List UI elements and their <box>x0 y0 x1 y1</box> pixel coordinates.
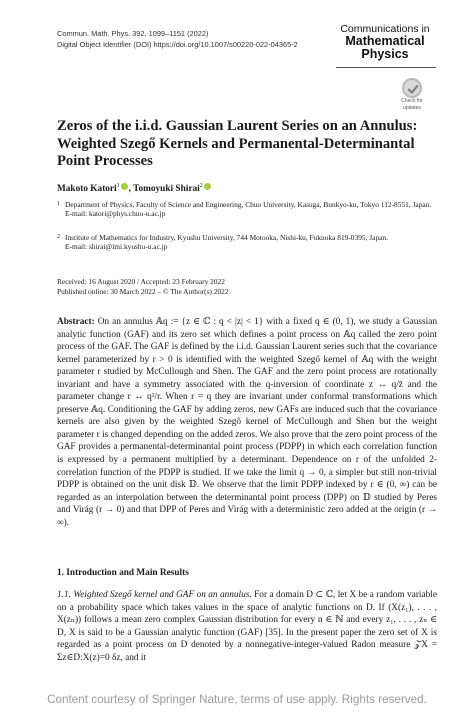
affiliation-text: Department of Physics, Faculty of Science and Engineering, Chuo University, Kasuga, Bunkyo-ku, Tokyo 112-8551, Japan. <box>65 200 432 209</box>
author-affil-mark: 1 <box>116 183 120 189</box>
journal-name-line3: Physics <box>361 47 409 61</box>
copyright-footer: Content courtesy of Springer Nature, terms of use apply. Rights reserved. <box>47 693 427 706</box>
check-updates-icon <box>402 78 422 98</box>
journal-divider <box>336 67 436 68</box>
journal-name-line1: Communications in <box>340 23 430 35</box>
orcid-icon[interactable] <box>121 183 128 190</box>
author-list <box>57 183 212 194</box>
affiliation-number: 2 <box>57 234 60 240</box>
affiliation-number: 1 <box>57 201 60 207</box>
doi-line: Digital Object Identifier (DOI) https://doi.org/10.1007/s00220-022-04365-2 <box>57 40 298 49</box>
intro-paragraph <box>57 589 437 664</box>
abstract-label: Abstract: <box>57 317 95 327</box>
journal-name-line2: Mathematical <box>345 34 425 48</box>
intro-text: For a domain D ⊂ ℂ, let X be a random variable on a probability space which takes values in the space of analytic functions on D. If (X(z₁), . . . , X(zₙ)) follows a mean zero complex Gaussian distribution for every n ∈ ℕ and every z₁, . . . , zₙ ∈ D, X is said to be a Gaussian analytic function (GAF) [35]. In the present paper the zero set of X is regarded as a point process on D denoted by a nonnegative-integer-valued Radon measure 𝒵X = Σz∈D:X(z)=0 δz, and it <box>57 590 437 663</box>
affiliation-1 <box>57 200 437 218</box>
journal-logo <box>330 24 440 61</box>
check-for-updates-badge[interactable] <box>395 78 429 112</box>
journal-reference <box>57 28 298 50</box>
author-separator: , <box>128 184 134 194</box>
abstract <box>57 316 437 529</box>
orcid-icon[interactable] <box>204 183 211 190</box>
citation-line: Commun. Math. Phys. 392, 1099–1151 (2022) <box>57 29 209 38</box>
check-updates-label1: Check for <box>401 98 423 104</box>
subsection-title: 1.1. Weighted Szegő kernel and GAF on an annulus. <box>57 590 252 600</box>
published-line: Published online: 30 March 2022 – © The Author(s) 2022 <box>57 286 229 296</box>
author-name: Tomoyuki Shirai <box>133 184 200 194</box>
author-affil-mark: 2 <box>199 183 203 189</box>
affiliation-2 <box>57 233 437 251</box>
affiliation-text: Institute of Mathematics for Industry, Kyushu University, 744 Motooka, Nishi-ku, Fukuoka 819-0395, Japan. <box>65 233 388 242</box>
abstract-text: On an annulus 𝔸q := {z ∈ ℂ : q < |z| < 1} with a fixed q ∈ (0, 1), we study a Gaussian analytic function (GAF) and its zero set which defines a point process on 𝔸q called the zero point process of the GAF. The GAF is defined by the i.i.d. Gaussian Laurent series such that the covariance kernel parameterized by r > 0 is identified with the weighted Szegő kernel of 𝔸q with the weight parameter r studied by McCullough and Shen. The GAF and the zero point process are rotationally invariant and have a symmetry associated with the q-inversion of coordinate z ↔ q/z̄ and the parameter change r ↔ q²/r. When r = q they are invariant under conformal transformations which preserve 𝔸q. Conditioning the GAF by adding zeros, new GAFs are induced such that the covariance kernels are also given by the weighted Szegő kernel of McCullough and Shen but the weight parameter r is changed depending on the added zeros. We also prove that the zero point process of the GAF provides a permanental-determinantal point process (PDPP) in which each correlation function is expressed by a permanent multiplied by a determinant. Dependence on r of the unfolded 2-correlation function of the PDPP is studied. If we take the limit q → 0, a simpler but still non-trivial PDPP is obtained on the unit disk 𝔻. We observe that the limit PDPP indexed by r ∈ (0, ∞) can be regarded as an interpolation between the determinantal point process (DPP) on 𝔻 studied by Peres and Virág (r → 0) and that DPP of Peres and Virág with a deterministic zero added at the origin (r → ∞). <box>57 317 437 528</box>
author-name: Makoto Katori <box>57 184 117 194</box>
affiliation-email: E-mail: shirai@imi.kyushu-u.ac.jp <box>65 242 168 251</box>
affiliation-email: E-mail: katori@phys.chuo-u.ac.jp <box>65 209 166 218</box>
paper-title: Zeros of the i.i.d. Gaussian Laurent Series on an Annulus: Weighted Szegő Kernels and Permanental-Determinantal Point Processes <box>57 118 418 169</box>
publication-dates <box>57 277 229 296</box>
section-heading: 1. Introduction and Main Results <box>57 568 189 578</box>
received-line: Received: 16 August 2020 / Accepted: 23 February 2022 <box>57 277 225 286</box>
check-updates-label2: updates <box>403 104 421 111</box>
